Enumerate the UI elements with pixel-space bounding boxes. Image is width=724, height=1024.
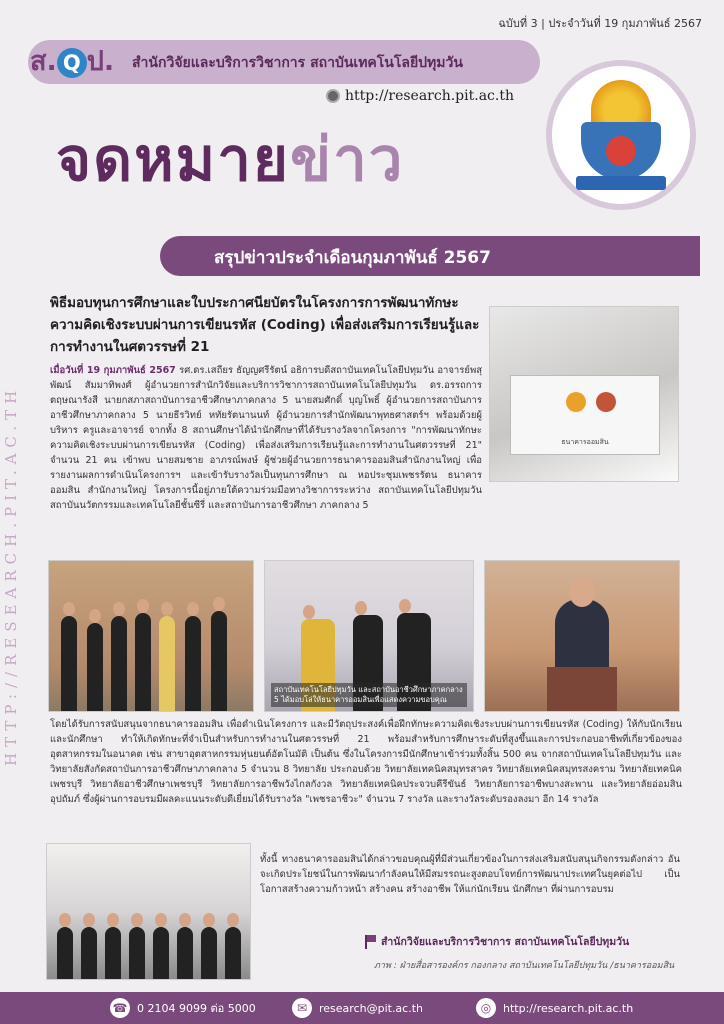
- logo-u: ป.: [86, 46, 115, 77]
- footer-phone[interactable]: [110, 998, 256, 1018]
- logo-s: ส.: [30, 46, 57, 77]
- emblem-frame: [546, 60, 696, 210]
- org-name: สำนักวิจัยและบริการวิชาการ สถาบันเทคโนโลยีปทุมวัน: [132, 55, 463, 71]
- stage-group-photo: [46, 843, 251, 980]
- article-headline: พิธีมอบทุนการศึกษาและใบประกาศนียบัตรในโครงการการพัฒนาทักษะความคิดเชิงระบบผ่านการเขียนรหัส (Coding) เพื่อส่งเสริมการเรียนรู้และการทำงานในศตวรรษที่ 21: [50, 295, 480, 355]
- pit-emblem-icon: [576, 80, 666, 190]
- side-url: HTTP://RESEARCH.PIT.AC.TH: [2, 384, 20, 766]
- photo-credit: ภาพ : ฝ่ายสื่อสารองค์กร กองกลาง สถาบันเทคโนโลยีปทุมวัน /ธนาคารออมสิน: [374, 961, 675, 971]
- footer-email-text: research@pit.ac.th: [319, 1001, 424, 1015]
- plaque-text: ธนาคารออมสิน: [561, 438, 609, 446]
- site-url[interactable]: [326, 88, 514, 104]
- site-url-text: http://research.pit.ac.th: [345, 88, 514, 104]
- award-photo: [264, 560, 474, 712]
- email-icon: ✉: [292, 998, 312, 1018]
- globe-icon: [326, 89, 340, 103]
- footer: [0, 992, 724, 1024]
- logo-q: Q: [57, 48, 87, 78]
- plaque: [510, 375, 660, 455]
- article-body-1: [50, 363, 482, 513]
- phone-icon: ☎: [110, 998, 130, 1018]
- footer-web[interactable]: [476, 998, 633, 1018]
- article-body-1-text: รศ.ดร.เสถียร ธัญญศรีรัตน์ อธิการบดีสถาบันเทคโนโลยีปทุมวัน อาจารย์พสุพัฒน์ สัมมาทิพงศ์ ผู้อำนวยการสำนักวิจัยและบริการวิชาการสถาบันเทคโนโลยีปทุมวัน ดร.อรรถการ ตฤษณารังสี นายกสภาสถาบันการอาชีวศึกษาภาคกลาง 5 นายสมศักดิ์ บุญโพธิ์ ผู้อำนวยการสถาบันการอาชีวศึกษาภาคกลาง 5 นายธีรวิทย์ หทัยรัตนานนท์ ผู้อำนวยการสำนักพัฒนาพุทธศาสตร์ฯ พร้อมด้วยผู้บริหาร ครูและอาจารย์ จากทั้ง 8 สถานศึกษาได้นำนักศึกษาที่ได้รับรางวัลจากโครงการ "การพัฒนาทักษะความคิดเชิงระบบผ่านการเขียนรหัส (Coding) เพื่อส่งเสริมการเรียนรู้และการทำงานในศตวรรษที่ 21" จำนวน 21 คน เข้าพบ นายสมชาย อาภรณ์พงษ์ ผู้ช่วยผู้อำนวยการธนาคารออมสินสำนักงานใหญ่ เพื่อรายงานผลการดำเนินโครงการฯ และเข้ารับรางวัลเป็นทุนการศึกษา ณ หอประชุมเพชรรัตน ธนาคารออมสิน สำนักงานใหญ่ โครงการนี้อยู่ภายใต้ความร่วมมือทางวิชาการระหว่าง สถาบันเทคโนโลยีปทุมวัน สถาบันนวัตกรรมและเทคโนโลยีชั้นซีรี่ และสถาบันการอาชีวศึกษา ภาคกลาง 5: [50, 365, 483, 511]
- title-part1: จดหมาย: [56, 125, 291, 195]
- flag-icon: [365, 935, 375, 949]
- footer-web-text: http://research.pit.ac.th: [503, 1001, 634, 1015]
- summary-text: สรุปข่าวประจำเดือนกุมภาพันธ์ 2567: [214, 248, 491, 268]
- article-body-3: ทั้งนี้ ทางธนาคารออมสินได้กล่าวขอบคุณผู้ที่มีส่วนเกี่ยวข้องในการส่งเสริมสนับสนุนกิจกรรมดังกล่าว อันจะเกิดประโยชน์ในการพัฒนากำลังคนให้มีสมรรถนะสูงตอบโจทย์การพัฒนาประเทศในยุคต่อไป เป็นโอกาสสร้างความก้าวหน้า สร้างคน สร้างอาชีพ ให้แก่นักเรียน นักศึกษา ที่ผ่านการอบรม: [260, 854, 680, 895]
- summary-banner: [160, 236, 700, 276]
- group-photo: [48, 560, 254, 712]
- issue-info: ฉบับที่ 3 | ประจำวันที่ 19 กุมภาพันธ์ 2567: [498, 17, 702, 30]
- signature-text: สำนักวิจัยและบริการวิชาการ สถาบันเทคโนโลยีปทุมวัน: [381, 936, 630, 948]
- speaker-photo: [484, 560, 680, 712]
- globe-icon: ◎: [476, 998, 496, 1018]
- institute-logo: [30, 40, 114, 84]
- award-photo-caption: สถาบันเทคโนโลยีปทุมวัน และสถาบันอาชีวศึกษาภาคกลาง 5 ได้มอบโล่ให้ธนาคารออมสินเพื่อแสดงความขอบคุณ: [271, 683, 467, 707]
- signature: [365, 933, 629, 950]
- footer-phone-text: 0 2104 9099 ต่อ 5000: [137, 1002, 256, 1015]
- newsletter-title: [56, 112, 404, 207]
- title-part2: ข่าว: [290, 125, 405, 195]
- ceremony-photo: [489, 306, 679, 482]
- article-date: เมื่อวันที่ 19 กุมภาพันธ์ 2567: [50, 365, 176, 376]
- article-body-2: โดยได้รับการสนับสนุนจากธนาคารออมสิน เพื่อดำเนินโครงการ และมีวัตถุประสงค์เพื่อฝึกทักษะความคิดเชิงระบบผ่านการเขียนรหัส (Coding) ให้กับนักเรียนและนักศึกษา ทำให้เกิดทักษะที่จำเป็นสำหรับการทำงานในศตวรรษที่ 21 พร้อมสำหรับการศึกษาระดับที่สูงขึ้นและการประกอบอาชีพที่เกี่ยวข้องของอุตสาหกรรมในอนาคต เช่น สาขาอุตสาหกรรมหุ่นยนต์อัตโนมัติ เป็นต้น ซึ่งในโครงการมีนักศึกษาเข้าร่วมทั้งสิ้น 500 คน จากสถาบันเทคโนโลยีปทุมวัน และวิทยาลัยสังกัดสถาบันการอาชีวศึกษาภาคกลาง 5 จำนวน 8 วิทยาลัย ประกอบด้วย วิทยาลัยเทคนิคสมุทรสาคร วิทยาลัยเทคนิคสมุทรสงคราม วิทยาลัยเทคนิคเพชรบุรี วิทยาลัยอาชีวศึกษาเพชรบุรี วิทยาลัยการอาชีพวังไกลกังวล วิทยาลัยเทคนิคประจวบคีรีขันธ์ วิทยาลัยการอาชีพบางสะพาน และวิทยาลัยอ่อมสินอุปถัมภ์ ซึ่งผู้ผ่านการอบรมมีผลคะแนนระดับดีเยี่ยมได้รับรางวัล "เพชรอาชีวะ" จำนวน 7 รางวัล และรางวัลระดับรองลงมา อีก 14 รางวัล: [50, 719, 682, 805]
- footer-email[interactable]: [292, 998, 423, 1018]
